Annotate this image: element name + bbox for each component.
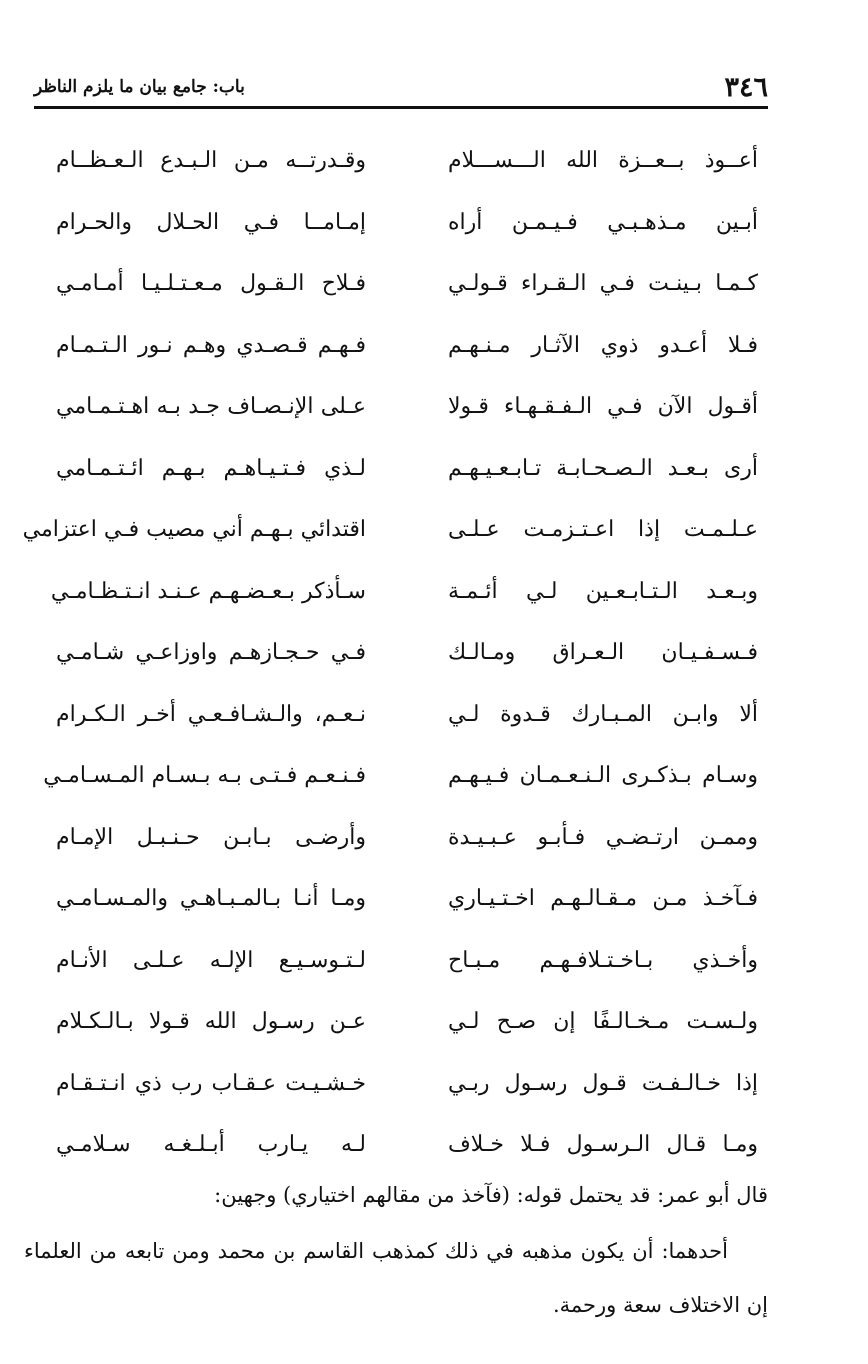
verse-first-hemistich: كـمـا بـينـت فـي الـقـراء قـولـي bbox=[448, 271, 758, 297]
commentary-paragraph: أحدهما: أن يكون مذهبه في ذلك كمذهب القاسم بن محمد ومن تابعه من العلماء إن الاختلاف سعة ورحمة. bbox=[24, 1239, 768, 1317]
verse-second-hemistich: عـلى الإنـصـاف جـد بـه اهـتـمـامي bbox=[56, 394, 366, 420]
verse bbox=[56, 1114, 758, 1176]
verse bbox=[56, 253, 758, 315]
verse-first-hemistich: ولـسـت مـخـالـفًا إن صـح لـي bbox=[448, 1009, 758, 1035]
verse bbox=[56, 868, 758, 930]
verse-second-hemistich: إمـامــا فـي الحـلال والحـرام bbox=[56, 209, 366, 235]
verse bbox=[56, 684, 758, 746]
verse-first-hemistich: أبـين مـذهـبـي فـيـمـن أراه bbox=[448, 209, 758, 235]
verse-first-hemistich: فـلا أعـدو ذوي الآثـار مـنـهـم bbox=[448, 332, 758, 358]
verse-second-hemistich: ومـا أنـا بـالمـبـاهـي والمـسـامـي bbox=[56, 886, 366, 912]
verse-first-hemistich: وسـام بـذكـرى الـنـعـمـان فـيـهـم bbox=[448, 763, 758, 789]
page-header bbox=[34, 70, 768, 104]
verse-first-hemistich: فـسـفـيـان الـعـراق ومـالـك bbox=[448, 640, 758, 666]
verse-second-hemistich: سـأذكر بـعـضـهـم عـنـد انـتـظـامـي bbox=[50, 578, 366, 604]
verse bbox=[56, 315, 758, 377]
verse-second-hemistich: فـي حـجـازهـم واوزاعـي شـامـي bbox=[56, 640, 366, 666]
verse bbox=[56, 192, 758, 254]
verse-second-hemistich: عـن رسـول الله قـولا بـالـكـلام bbox=[56, 1009, 366, 1035]
verse bbox=[56, 622, 758, 684]
verse-first-hemistich: فـآخـذ مـن مـقـالـهـم اخـتـيـاري bbox=[448, 886, 758, 912]
verse-second-hemistich: نـعـم، والـشـافـعـي أخـر الـكـرام bbox=[56, 701, 366, 727]
verse bbox=[56, 438, 758, 500]
verse-second-hemistich: اقتدائي بـهـم أني مصيب فـي اعتزامي bbox=[22, 517, 366, 543]
prose-commentary bbox=[24, 1168, 768, 1332]
poem bbox=[22, 130, 758, 1176]
verse-first-hemistich: أقـول الآن فـي الـفـقـهـاء قـولا bbox=[448, 394, 758, 420]
verse bbox=[50, 561, 758, 623]
running-title: باب: جامع بيان ما يلزم الناظر bbox=[34, 77, 245, 97]
verse-second-hemistich: لـتـوسـيـع الإلـه عـلـى الأنـام bbox=[56, 947, 366, 973]
verse-second-hemistich: وقـدرتــه مـن الـبـدع الـعـظــام bbox=[56, 148, 366, 174]
header-rule bbox=[34, 106, 768, 109]
page-number: ٣٤٦ bbox=[724, 71, 768, 103]
verse bbox=[56, 930, 758, 992]
verse bbox=[22, 499, 758, 561]
verse-second-hemistich: لـذي فـتـيـاهـم بـهـم ائـتـمـامي bbox=[56, 455, 366, 481]
verse bbox=[56, 991, 758, 1053]
verse bbox=[56, 807, 758, 869]
verse-first-hemistich: ألا وابـن المـبـارك قـدوة لـي bbox=[448, 701, 758, 727]
verse-first-hemistich: وبـعـد الـتـابـعـين لـي أئـمـة bbox=[448, 578, 758, 604]
verse-second-hemistich: خـشـيـت عـقـاب رب ذي انـتـقـام bbox=[56, 1070, 366, 1096]
verse bbox=[56, 130, 758, 192]
verse-second-hemistich: فـهـم قـصـدي وهـم نـور الـتـمـام bbox=[56, 332, 366, 358]
verse-second-hemistich: لـه يـارب أبـلـغـه سـلامـي bbox=[56, 1132, 366, 1158]
verse-first-hemistich: أعــوذ بــعــزة الله الـــســـلام bbox=[448, 148, 758, 174]
verse-first-hemistich: أرى بـعـد الـصـحـابـة تـابـعـيـهـم bbox=[448, 455, 758, 481]
verse-first-hemistich: ومـا قـال الـرسـول فـلا خـلاف bbox=[448, 1132, 758, 1158]
verse-first-hemistich: وممـن ارتـضـي فـأبـو عـبـيـدة bbox=[448, 824, 758, 850]
verse-first-hemistich: إذا خـالـفـت قـول رسـول ربـي bbox=[448, 1070, 758, 1096]
verse bbox=[43, 745, 758, 807]
verse-first-hemistich: وأخـذي بـاخـتـلافـهـم مـبـاح bbox=[448, 947, 758, 973]
verse-first-hemistich: عـلـمـت إذا اعـتـزمـت عـلـى bbox=[448, 517, 758, 543]
verse-second-hemistich: فـنـعـم فـتـى بـه بـسـام المـسـامـي bbox=[43, 763, 366, 789]
verse bbox=[56, 1053, 758, 1115]
verse-second-hemistich: فـلاح الـقـول مـعـتـلـيـا أمـامـي bbox=[56, 271, 366, 297]
verse-second-hemistich: وأرضـى بـابـن حـنـبـل الإمـام bbox=[56, 824, 366, 850]
commentary-paragraph: قال أبو عمر: قد يحتمل قوله: (فآخذ من مقالهم اختياري) وجهين: bbox=[214, 1183, 768, 1207]
verse bbox=[56, 376, 758, 438]
